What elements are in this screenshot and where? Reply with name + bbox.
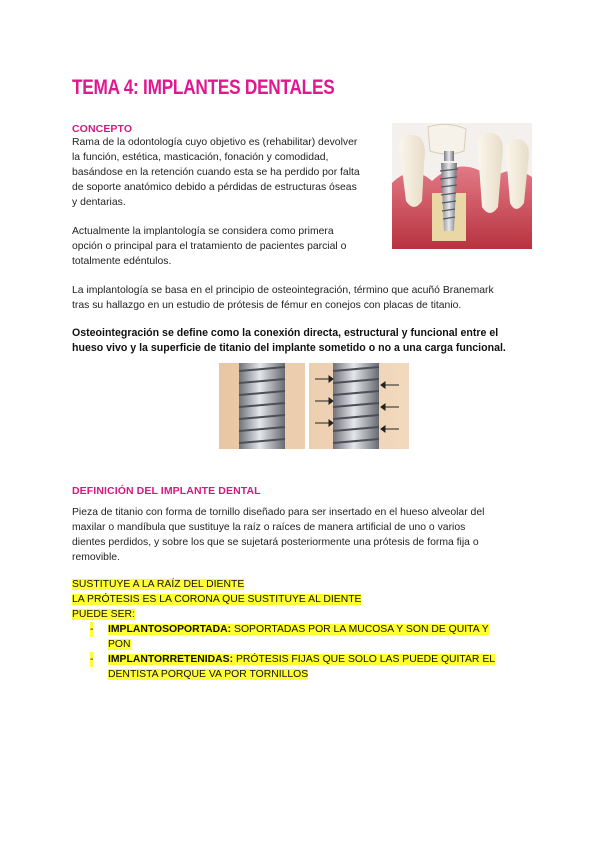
text-line: y dentarias.	[72, 197, 126, 208]
dental-implant-illustration	[392, 123, 532, 249]
bullet-text: DENTISTA PORQUE VA POR TORNILLOS	[108, 669, 309, 680]
text-line: la función, estética, masticación, fonación y comodidad,	[72, 152, 329, 163]
osteointegracion-definition	[72, 326, 532, 356]
text-line: Actualmente la implantología se considera como primera	[72, 226, 334, 237]
osteointegracion-paragraph	[72, 283, 528, 313]
text-line: basándose en la retención cuando esta se ha perdido por falta	[72, 167, 360, 178]
concepto-paragraph-2	[72, 224, 372, 269]
bullet-label: IMPLANTORRETENIDAS:	[108, 654, 234, 665]
text-line: totalmente edéntulos.	[72, 256, 172, 267]
bullet-dash: -	[90, 654, 94, 665]
definicion-paragraph	[72, 505, 528, 565]
text-line: opción o principal para el tratamiento de pacientes parcial o	[72, 241, 347, 252]
concepto-heading: CONCEPTO	[72, 123, 133, 135]
bullet-dash: -	[90, 624, 94, 635]
text-line: de soporte anatómico debido a pérdidas de estructuras óseas	[72, 182, 357, 193]
text-line: Osteointegración se define como la conexión directa, estructural y funcional entre el	[72, 327, 499, 339]
osseointegration-illustration	[219, 363, 409, 449]
bullet-text: SOPORTADAS POR LA MUCOSA Y SON DE QUITA Y	[231, 624, 489, 635]
highlight-text: LA PRÓTESIS ES LA CORONA QUE SUSTITUYE AL DIENTE	[72, 594, 362, 605]
highlighted-line	[72, 577, 244, 592]
highlight-text: SUSTITUYE A LA RAÍZ DEL DIENTE	[72, 579, 245, 590]
bullet-label: IMPLANTOSOPORTADA:	[108, 624, 232, 635]
bullet-text: PON	[108, 639, 131, 650]
list-item-text	[108, 622, 528, 652]
text-line: hueso vivo y la superficie de titanio del implante sometido o no a una carga funcional.	[72, 342, 506, 354]
text-line: maxilar o mandíbula que sustituye la raíz o raíces de manera artificial de uno o varios	[72, 522, 466, 533]
concepto-paragraph-1	[72, 135, 372, 210]
highlighted-line	[72, 592, 361, 607]
highlighted-line	[72, 607, 135, 622]
text-line: tras su hallazgo en un estudio de prótesis de fémur en conejos con placas de titanio.	[72, 300, 462, 311]
text-line: La implantología se basa en el principio de osteointegración, término que acuñó Branemark	[72, 285, 494, 296]
bullet-text: PRÓTESIS FIJAS QUE SOLO LAS PUEDE QUITAR EL	[233, 654, 496, 665]
text-line: Pieza de titanio con forma de tornillo diseñado para ser insertado en el hueso alveolar del	[72, 507, 485, 518]
text-line: dientes perdidos, y sobre los que se sujetará posteriormente una prótesis de forma fija o	[72, 537, 479, 548]
list-item-text	[108, 652, 528, 682]
page-title: TEMA 4: IMPLANTES DENTALES	[72, 76, 335, 99]
highlight-text: PUEDE SER:	[72, 609, 135, 620]
definicion-heading: DEFINICIÓN DEL IMPLANTE DENTAL	[72, 485, 261, 497]
text-line: removible.	[72, 552, 120, 563]
text-line: Rama de la odontología cuyo objetivo es (rehabilitar) devolver	[72, 137, 358, 148]
